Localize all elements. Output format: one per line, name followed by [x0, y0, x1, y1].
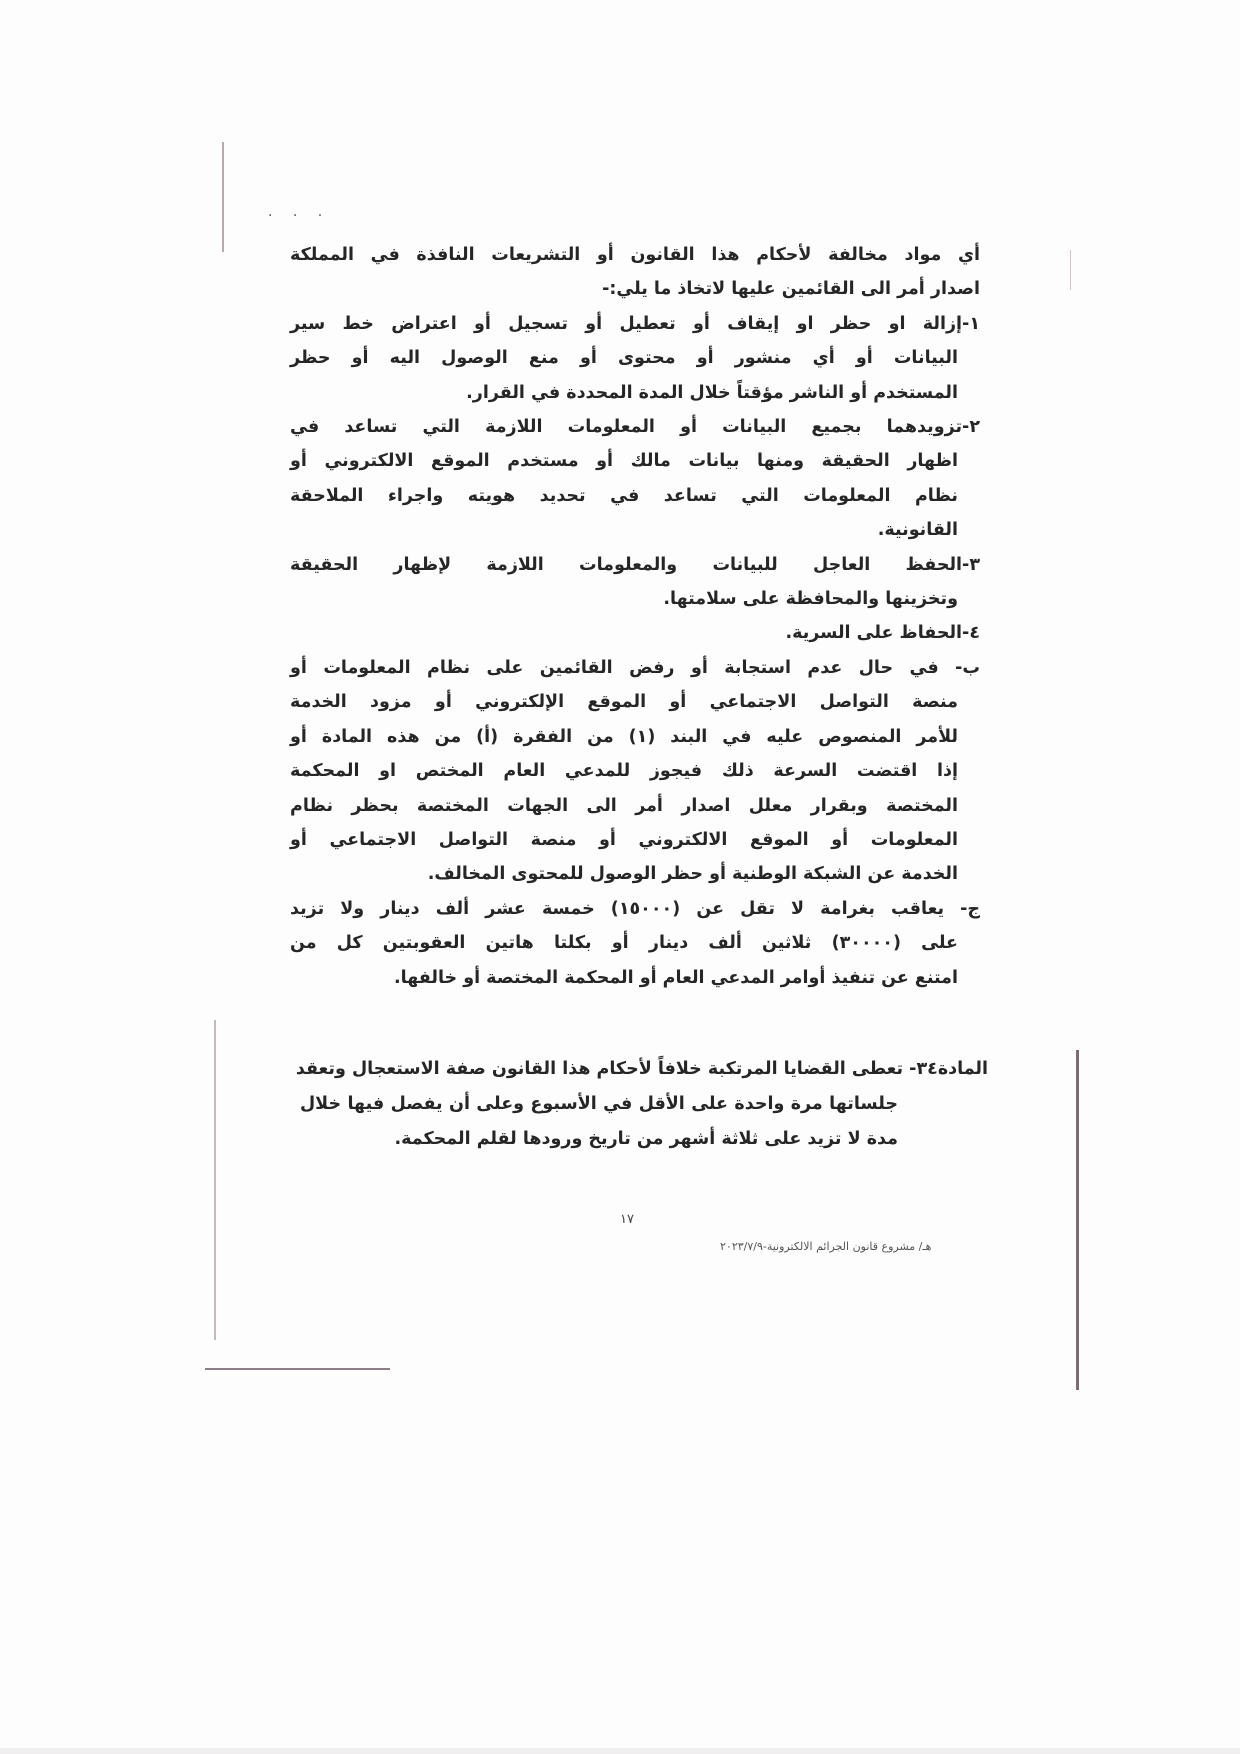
margin-line-right-middle: [1076, 1050, 1079, 1390]
scan-specks: · · ·: [268, 208, 331, 224]
article-34: [295, 1052, 988, 1157]
text-line: وتخزينها والمحافظة على سلامتها.: [663, 589, 958, 610]
text-line: منصة التواصل الاجتماعي أو الموقع الإلكتروني أو مزود الخدمة: [290, 692, 958, 713]
text-line: ٢-تزويدهما بجميع البيانات أو المعلومات اللازمة التي تساعد في: [290, 417, 980, 438]
text-line: ٣-الحفظ العاجل للبيانات والمعلومات اللازمة لإظهار الحقيقة: [290, 554, 980, 575]
body-text: [290, 238, 980, 995]
text-line: البيانات أو أي منشور أو محتوى أو منع الوصول اليه أو حظر: [290, 348, 958, 369]
article-line: مدة لا تزيد على ثلاثة أشهر من تاريخ ورودها لقلم المحكمة.: [394, 1129, 898, 1149]
text-line: المعلومات أو الموقع الالكتروني أو منصة التواصل الاجتماعي أو: [290, 829, 958, 850]
text-line: الخدمة عن الشبكة الوطنية أو حظر الوصول للمحتوى المخالف.: [427, 864, 958, 885]
text-line: إذا اقتضت السرعة ذلك فيجوز للمدعي العام المختص او المحكمة: [290, 761, 958, 782]
text-line: المختصة وبقرار معلل اصدار أمر الى الجهات المختصة بحظر نظام: [290, 795, 958, 816]
text-line: للأمر المنصوص عليه في البند (١) من الفقرة (أ) من هذه المادة أو: [290, 726, 958, 747]
text-line: امتنع عن تنفيذ أوامر المدعي العام أو المحكمة المختصة أو خالفها.: [394, 967, 958, 988]
article-line: جلساتها مرة واحدة على الأقل في الأسبوع وعلى أن يفصل فيها خلال: [300, 1094, 898, 1114]
margin-line-left-middle: [214, 1020, 216, 1340]
page-bottom-edge: [0, 1748, 1240, 1754]
text-line: القانونية.: [877, 520, 958, 541]
text-line: اصدار أمر الى القائمين عليها لاتخاذ ما يلي:-: [602, 279, 980, 300]
text-line: ٤-الحفاظ على السرية.: [785, 623, 980, 644]
margin-line-left-top: [222, 142, 224, 252]
text-line: ١-إزالة او حظر او إيقاف أو تعطيل أو تسجيل أو اعتراض خط سير: [290, 313, 980, 334]
text-line: نظام المعلومات التي تساعد في تحديد هويته واجراء الملاحقة: [290, 485, 958, 506]
margin-line-bottom-left: [205, 1368, 390, 1370]
text-line: ج- يعاقب بغرامة لا تقل عن (١٥٠٠٠) خمسة عشر ألف دينار ولا تزيد: [290, 898, 980, 919]
footer-note: هـ/ مشروع قانون الجرائم الالكترونية-٢٠٢٣/٧/٩: [720, 1240, 932, 1253]
margin-line-right-top: [1070, 250, 1071, 290]
article-line: المادة٣٤- تعطى القضايا المرتكبة خلافاً لأحكام هذا القانون صفة الاستعجال وتعقد: [295, 1059, 988, 1079]
text-line: اظهار الحقيقة ومنها بيانات مالك أو مستخدم الموقع الالكتروني أو: [290, 451, 958, 472]
text-line: ب- في حال عدم استجابة أو رفض القائمين على نظام المعلومات أو: [290, 657, 980, 678]
text-line: المستخدم أو الناشر مؤقتاً خلال المدة المحددة في القرار.: [466, 382, 958, 403]
text-line: أي مواد مخالفة لأحكام هذا القانون أو التشريعات النافذة في المملكة: [290, 245, 980, 265]
text-line: على (٣٠٠٠٠) ثلاثين ألف دينار أو بكلتا هاتين العقوبتين كل من: [290, 933, 958, 954]
page-number: ١٧: [620, 1212, 634, 1227]
